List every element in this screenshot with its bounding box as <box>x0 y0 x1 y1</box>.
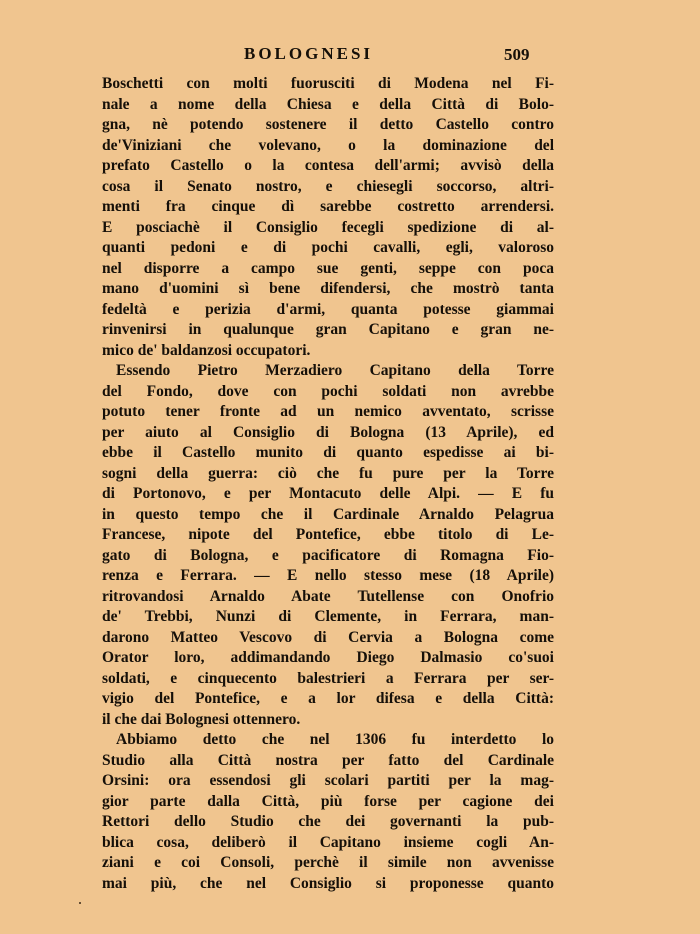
text-line: per aiuto al Consiglio di Bologna (13 Aprile), ed <box>102 423 554 441</box>
text-line: darono Matteo Vescovo di Cervia a Bologna come <box>102 628 554 646</box>
text-line: Francese, nipote del Pontefice, ebbe titolo di Le- <box>102 526 554 543</box>
text-line: de'Viniziani che volevano, o la dominazione del <box>102 136 554 154</box>
text-line: del Fondo, dove con pochi soldati non avrebbe <box>102 382 554 400</box>
text-line: Essendo Pietro Merzadiero Capitano della Torre <box>116 362 554 379</box>
text-line: renza e Ferrara. — E nello stesso mese (18 Aprile) <box>102 567 554 584</box>
text-line: blica cosa, deliberò il Capitano insieme cogli An- <box>102 833 554 851</box>
running-title: BOLOGNESI <box>244 44 374 63</box>
text-line: gato di Bologna, e pacificatore di Romagna Fio- <box>102 546 554 564</box>
text-line: gna, nè potendo sostenere il detto Castello contro <box>102 116 554 133</box>
paper-speck <box>79 902 81 904</box>
text-line: rinvenirsi in qualunque gran Capitano e gran ne- <box>102 321 554 338</box>
text-line: gior parte dalla Città, più forse per cagione dei <box>102 792 554 810</box>
text-line: potuto tener fronte ad un nemico avventato, scrisse <box>102 403 554 420</box>
text-line: Orsini: ora essendosi gli scolari partiti per la mag- <box>102 772 554 789</box>
text-line: Rettori dello Studio che dei governanti la pub- <box>102 813 554 830</box>
text-line: de' Trebbi, Nunzi di Clemente, in Ferrara, man- <box>102 608 554 625</box>
text-line: in questo tempo che il Cardinale Arnaldo Pelagrua <box>102 505 554 523</box>
text-line: menti fra cinque dì sarebbe costretto arrendersi. <box>102 198 554 215</box>
text-line: fedeltà e perizia d'armi, quanta potesse giammai <box>102 300 554 318</box>
text-line: Abbiamo detto che nel 1306 fu interdetto lo <box>116 731 554 748</box>
text-line: nale a nome della Chiesa e della Città di Bolo- <box>102 95 554 113</box>
text-line: E posciachè il Consiglio fecegli spedizione di al- <box>102 218 554 236</box>
text-line: soldati, e cinquecento balestrieri a Ferrara per ser- <box>102 669 554 687</box>
text-line: cosa il Senato nostro, e chiesegli soccorso, altri- <box>102 177 554 195</box>
text-line: nel disporre a campo sue genti, seppe con poca <box>102 259 554 277</box>
text-line: mico de' baldanzosi occupatori. <box>102 341 311 359</box>
text-line: di Portonovo, e per Montacuto delle Alpi. — E fu <box>102 485 554 502</box>
text-line: Studio alla Città nostra per fatto del Cardinale <box>102 751 554 769</box>
text-line: mai più, che nel Consiglio si proponesse quanto <box>102 874 554 892</box>
text-line: ziani e coi Consoli, perchè il simile non avvenisse <box>102 854 554 871</box>
text-line: il che dai Bolognesi ottennero. <box>102 710 301 728</box>
text-line: quanti pedoni e di pochi cavalli, egli, valoroso <box>102 239 554 256</box>
text-line: mano d'uomini sì bene difendersi, che mostrò tanta <box>102 280 554 297</box>
body-text <box>102 74 554 894</box>
page-number: 509 <box>504 45 530 64</box>
text-line: prefato Castello o la contesa dell'armi; avvisò della <box>102 157 554 174</box>
text-line: ebbe il Castello munito di quanto espedisse ai bi- <box>102 444 554 461</box>
text-line: vigio del Pontefice, e a lor difesa e della Città: <box>102 690 554 707</box>
text-line: Boschetti con molti fuorusciti di Modena nel Fi- <box>102 75 554 92</box>
text-line: Orator loro, addimandando Diego Dalmasio co'suoi <box>102 649 554 666</box>
text-line: sogni della guerra: ciò che fu pure per la Torre <box>102 464 554 482</box>
text-line: ritrovandosi Arnaldo Abate Tutellense con Onofrio <box>102 587 554 605</box>
